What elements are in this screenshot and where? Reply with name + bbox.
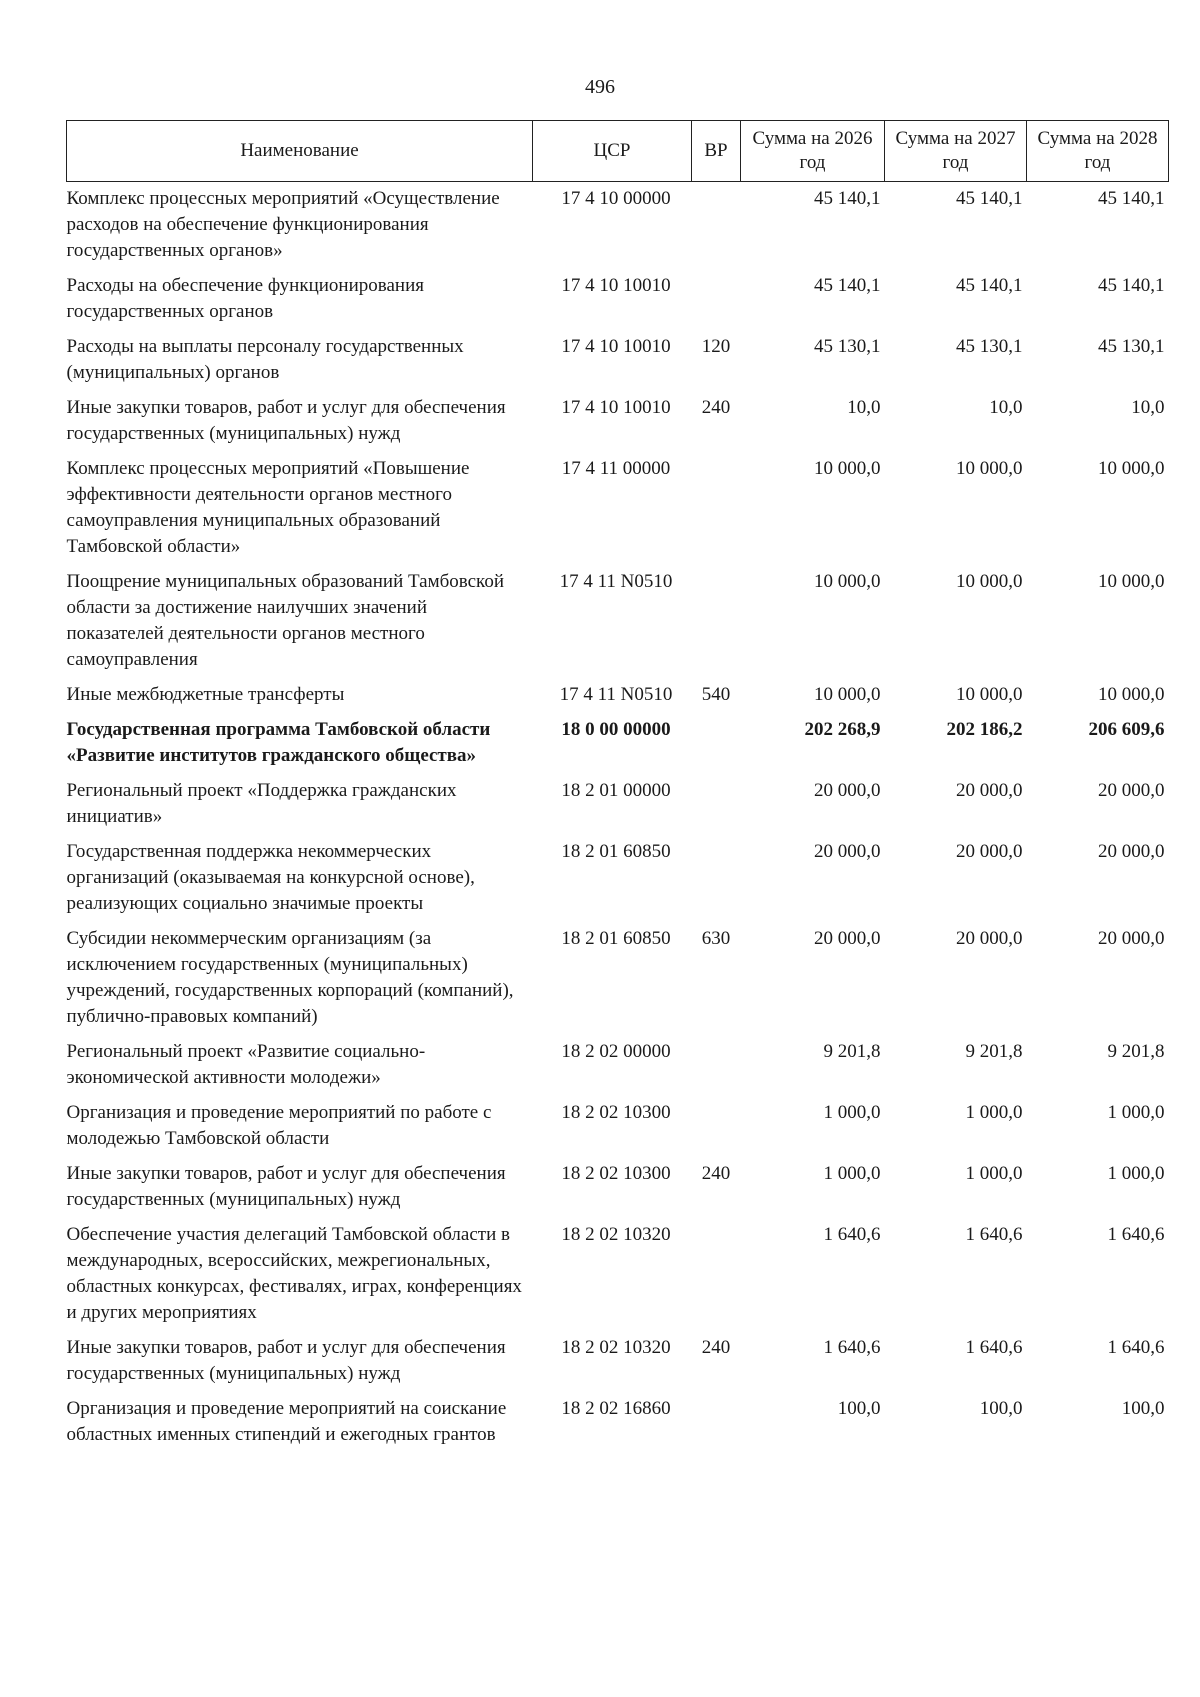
row-csr: 17 4 11 N0510 bbox=[559, 571, 673, 592]
row-sum-2027: 9 201,8 bbox=[965, 1041, 1023, 1062]
row-sum-2028: 10 000,0 bbox=[1098, 571, 1165, 592]
row-sum-2027: 10 000,0 bbox=[956, 458, 1023, 479]
row-sum-2028: 20 000,0 bbox=[1098, 841, 1165, 862]
row-csr: 18 2 02 16860 bbox=[561, 1398, 671, 1419]
row-sum-2027: 10 000,0 bbox=[956, 684, 1023, 705]
row-sum-2028: 10,0 bbox=[1131, 397, 1165, 418]
row-vr bbox=[692, 713, 741, 774]
table-row bbox=[67, 1035, 1169, 1096]
row-vr: 240 bbox=[701, 1163, 731, 1184]
table-row bbox=[67, 330, 1169, 391]
table-row bbox=[67, 922, 1169, 1035]
row-sum-2027: 10 000,0 bbox=[956, 571, 1023, 592]
table-row bbox=[67, 1331, 1169, 1392]
row-sum-2026: 100,0 bbox=[837, 1398, 881, 1419]
row-name: Региональный проект «Поддержка гражданских инициатив» bbox=[66, 780, 457, 827]
row-vr: 240 bbox=[701, 397, 731, 418]
table-row bbox=[67, 1218, 1169, 1331]
row-csr: 18 2 02 10300 bbox=[561, 1102, 671, 1123]
row-sum-2028: 1 640,6 bbox=[1107, 1337, 1165, 1358]
row-sum-2028: 20 000,0 bbox=[1098, 928, 1165, 949]
row-name: Государственная поддержка некоммерческих организаций (оказываемая на конкурсной основе), реализующих социально значимые проекты bbox=[66, 841, 475, 914]
row-name: Расходы на обеспечение функционирования государственных органов bbox=[66, 275, 424, 322]
row-vr bbox=[692, 565, 741, 678]
row-vr: 540 bbox=[701, 684, 731, 705]
row-sum-2026: 10 000,0 bbox=[814, 458, 881, 479]
row-sum-2027: 20 000,0 bbox=[956, 928, 1023, 949]
row-name: Иные закупки товаров, работ и услуг для обеспечения государственных (муниципальных) нужд bbox=[66, 1337, 506, 1384]
row-sum-2026: 202 268,9 bbox=[804, 719, 881, 740]
row-vr: 120 bbox=[701, 336, 731, 357]
row-sum-2028: 100,0 bbox=[1121, 1398, 1165, 1419]
table-row bbox=[67, 835, 1169, 922]
row-csr: 18 2 02 10300 bbox=[561, 1163, 671, 1184]
row-name: Субсидии некоммерческим организациям (за исключением государственных (муниципальных) учреждений, государственных корпораций (компаний), публично-правовых компаний) bbox=[66, 928, 514, 1027]
row-vr bbox=[692, 774, 741, 835]
row-csr: 18 2 02 10320 bbox=[561, 1224, 671, 1245]
header-csr: ЦСР bbox=[533, 121, 692, 182]
row-sum-2028: 1 000,0 bbox=[1107, 1163, 1165, 1184]
header-sum-2026: Сумма на 2026 год bbox=[741, 121, 885, 182]
table-row bbox=[67, 713, 1169, 774]
row-sum-2027: 1 000,0 bbox=[965, 1163, 1023, 1184]
row-sum-2026: 45 130,1 bbox=[814, 336, 881, 357]
row-sum-2027: 100,0 bbox=[979, 1398, 1023, 1419]
table-row bbox=[67, 1157, 1169, 1218]
row-sum-2028: 45 130,1 bbox=[1098, 336, 1165, 357]
row-sum-2027: 10,0 bbox=[989, 397, 1023, 418]
row-sum-2026: 1 640,6 bbox=[823, 1224, 881, 1245]
row-sum-2027: 45 140,1 bbox=[956, 188, 1023, 209]
table-row bbox=[67, 391, 1169, 452]
row-sum-2026: 10,0 bbox=[847, 397, 881, 418]
row-csr: 17 4 11 00000 bbox=[561, 458, 671, 479]
table-row bbox=[67, 678, 1169, 713]
row-csr: 18 2 01 60850 bbox=[561, 928, 671, 949]
row-sum-2026: 20 000,0 bbox=[814, 841, 881, 862]
row-name: Поощрение муниципальных образований Тамбовской области за достижение наилучших значений показателей деятельности органов местного самоуправления bbox=[66, 571, 504, 670]
table-header bbox=[67, 121, 1169, 182]
header-sum-2027: Сумма на 2027 год bbox=[885, 121, 1027, 182]
row-name: Иные межбюджетные трансферты bbox=[66, 684, 345, 705]
row-sum-2027: 20 000,0 bbox=[956, 841, 1023, 862]
row-name: Государственная программа Тамбовской области «Развитие институтов гражданского общества» bbox=[66, 719, 491, 766]
row-csr: 18 2 01 60850 bbox=[561, 841, 671, 862]
header-name: Наименование bbox=[67, 121, 533, 182]
table-row bbox=[67, 452, 1169, 565]
page-number: 496 bbox=[585, 76, 615, 98]
row-sum-2026: 20 000,0 bbox=[814, 780, 881, 801]
header-vr: ВР bbox=[692, 121, 741, 182]
row-csr: 17 4 10 10010 bbox=[561, 275, 671, 296]
row-sum-2026: 1 000,0 bbox=[823, 1102, 881, 1123]
row-sum-2028: 20 000,0 bbox=[1098, 780, 1165, 801]
table-row bbox=[67, 1392, 1169, 1453]
row-name: Расходы на выплаты персоналу государственных (муниципальных) органов bbox=[66, 336, 464, 383]
row-sum-2026: 10 000,0 bbox=[814, 571, 881, 592]
row-name: Иные закупки товаров, работ и услуг для обеспечения государственных (муниципальных) нужд bbox=[66, 397, 506, 444]
row-csr: 18 2 02 10320 bbox=[561, 1337, 671, 1358]
row-csr: 17 4 10 10010 bbox=[561, 397, 671, 418]
table-row bbox=[67, 565, 1169, 678]
row-sum-2028: 10 000,0 bbox=[1098, 458, 1165, 479]
table-row bbox=[67, 1096, 1169, 1157]
row-sum-2026: 45 140,1 bbox=[814, 188, 881, 209]
row-sum-2028: 9 201,8 bbox=[1107, 1041, 1165, 1062]
row-sum-2027: 45 130,1 bbox=[956, 336, 1023, 357]
table-row bbox=[67, 269, 1169, 330]
row-csr: 17 4 10 00000 bbox=[561, 188, 671, 209]
row-sum-2028: 1 000,0 bbox=[1107, 1102, 1165, 1123]
row-name: Комплекс процессных мероприятий «Повышение эффективности деятельности органов местного самоуправления муниципальных образований Тамбовской области» bbox=[66, 458, 470, 557]
row-sum-2026: 20 000,0 bbox=[814, 928, 881, 949]
row-vr bbox=[692, 269, 741, 330]
row-csr: 18 0 00 00000 bbox=[561, 719, 671, 740]
row-sum-2026: 9 201,8 bbox=[823, 1041, 881, 1062]
row-name: Обеспечение участия делегаций Тамбовской области в международных, всероссийских, межрегиональных, областных конкурсах, фестивалях, играх, конференциях и других мероприятиях bbox=[66, 1224, 522, 1323]
row-sum-2027: 20 000,0 bbox=[956, 780, 1023, 801]
row-sum-2027: 202 186,2 bbox=[946, 719, 1023, 740]
row-sum-2027: 1 000,0 bbox=[965, 1102, 1023, 1123]
row-sum-2027: 1 640,6 bbox=[965, 1337, 1023, 1358]
row-name: Иные закупки товаров, работ и услуг для обеспечения государственных (муниципальных) нужд bbox=[66, 1163, 506, 1210]
row-sum-2028: 45 140,1 bbox=[1098, 188, 1165, 209]
row-sum-2028: 1 640,6 bbox=[1107, 1224, 1165, 1245]
row-sum-2026: 1 000,0 bbox=[823, 1163, 881, 1184]
budget-table bbox=[66, 120, 1169, 1453]
row-vr bbox=[692, 835, 741, 922]
row-vr bbox=[692, 1035, 741, 1096]
row-csr: 18 2 02 00000 bbox=[561, 1041, 671, 1062]
row-sum-2028: 206 609,6 bbox=[1088, 719, 1165, 740]
row-sum-2028: 10 000,0 bbox=[1098, 684, 1165, 705]
row-vr bbox=[692, 1218, 741, 1331]
row-sum-2027: 45 140,1 bbox=[956, 275, 1023, 296]
row-name: Комплекс процессных мероприятий «Осуществление расходов на обеспечение функционирования государственных органов» bbox=[66, 188, 500, 261]
row-sum-2026: 10 000,0 bbox=[814, 684, 881, 705]
row-sum-2027: 1 640,6 bbox=[965, 1224, 1023, 1245]
row-vr bbox=[692, 1392, 741, 1453]
table-row bbox=[67, 182, 1169, 270]
row-vr bbox=[692, 1096, 741, 1157]
row-csr: 17 4 10 10010 bbox=[561, 336, 671, 357]
row-name: Организация и проведение мероприятий по работе с молодежью Тамбовской области bbox=[66, 1102, 492, 1149]
row-vr: 630 bbox=[701, 928, 731, 949]
row-vr: 240 bbox=[701, 1337, 731, 1358]
row-name: Организация и проведение мероприятий на соискание областных именных стипендий и ежегодных грантов bbox=[66, 1398, 507, 1445]
row-csr: 17 4 11 N0510 bbox=[559, 684, 673, 705]
row-csr: 18 2 01 00000 bbox=[561, 780, 671, 801]
row-sum-2026: 1 640,6 bbox=[823, 1337, 881, 1358]
table-row bbox=[67, 774, 1169, 835]
row-sum-2026: 45 140,1 bbox=[814, 275, 881, 296]
row-sum-2028: 45 140,1 bbox=[1098, 275, 1165, 296]
row-vr bbox=[692, 182, 741, 270]
header-sum-2028: Сумма на 2028 год bbox=[1027, 121, 1169, 182]
row-vr bbox=[692, 452, 741, 565]
row-name: Региональный проект «Развитие социально-экономической активности молодежи» bbox=[66, 1041, 426, 1088]
table-body bbox=[67, 182, 1169, 1454]
